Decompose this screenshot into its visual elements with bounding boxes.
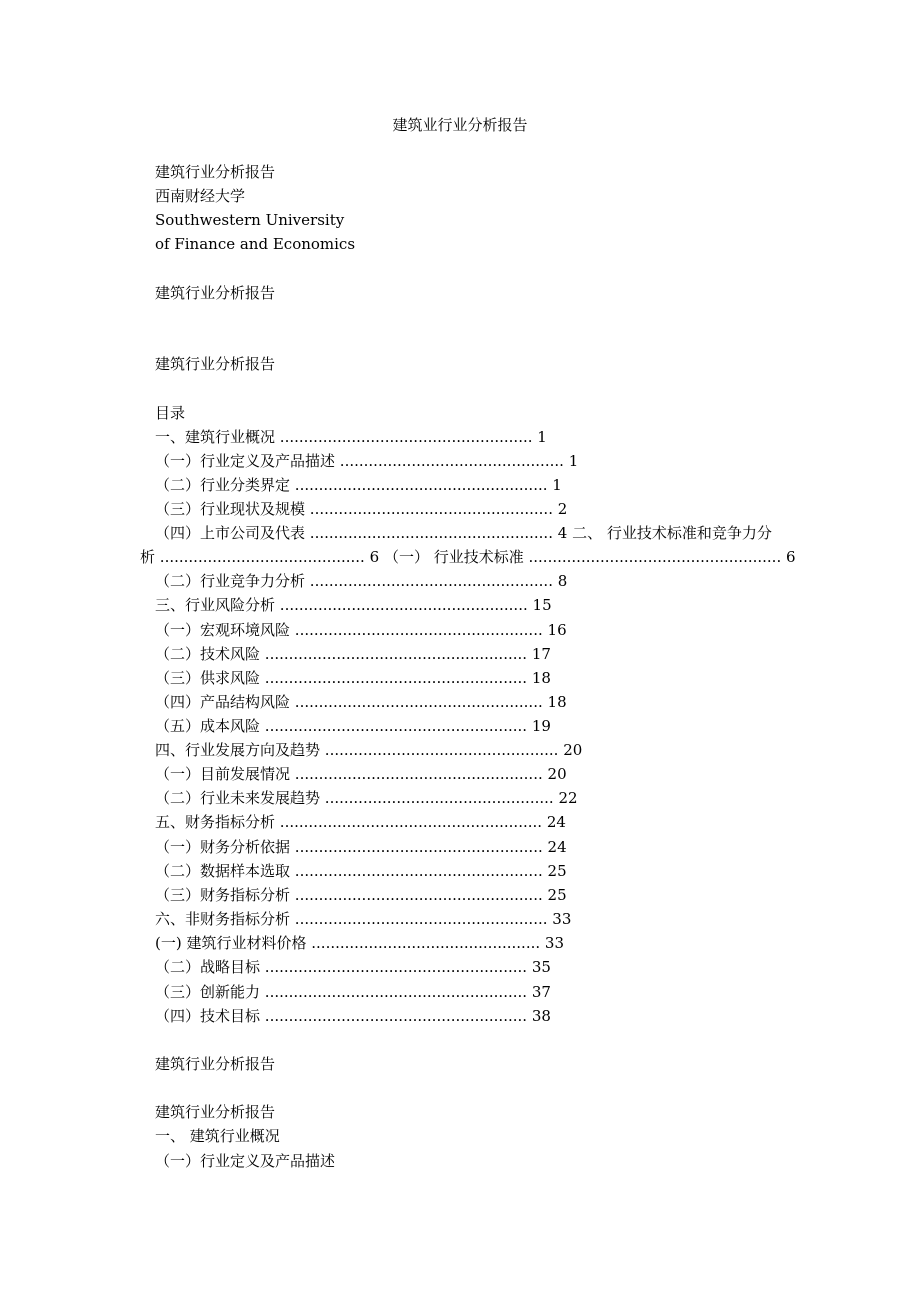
- subsection-heading: （一）行业定义及产品描述: [155, 1152, 336, 1170]
- school-name-en-2: of Finance and Economics: [155, 235, 356, 253]
- toc-entry[interactable]: （二）技术风险 ....................................................... 17: [155, 645, 551, 663]
- toc-entry[interactable]: （三）创新能力 ....................................................... 37: [155, 983, 551, 1001]
- toc-entry[interactable]: （一）宏观环境风险 .................................................... 16: [155, 621, 567, 639]
- toc-entry[interactable]: （一）行业定义及产品描述 ............................................... 1: [155, 452, 579, 470]
- toc-entry[interactable]: （五）成本风险 ....................................................... 19: [155, 717, 551, 735]
- toc-entry[interactable]: 五、财务指标分析 ....................................................... 24: [155, 813, 566, 831]
- section-heading: 一、 建筑行业概况: [155, 1127, 280, 1145]
- cover-repeat2: 建筑行业分析报告: [155, 355, 276, 373]
- cover-repeat1: 建筑行业分析报告: [155, 284, 276, 302]
- toc-entry[interactable]: 四、行业发展方向及趋势 ................................................. 20: [155, 741, 583, 759]
- toc-entry[interactable]: （三）财务指标分析 .................................................... 25: [155, 886, 567, 904]
- toc-entry[interactable]: （三）行业现状及规模 ................................................... 2: [155, 500, 568, 518]
- toc-entry[interactable]: 三、行业风险分析 .................................................... 15: [155, 596, 552, 614]
- toc-entry[interactable]: （二）战略目标 ....................................................... 35: [155, 958, 551, 976]
- toc-entry[interactable]: （四）产品结构风险 .................................................... 18: [155, 693, 567, 711]
- toc-entry[interactable]: （一）财务分析依据 .................................................... 24: [155, 838, 567, 856]
- toc-entry[interactable]: （二）行业竞争力分析 ................................................... 8: [155, 572, 568, 590]
- toc-entry[interactable]: （四）上市公司及代表 ................................................... 4 二、 行业技术标准和竞争力分: [155, 524, 772, 542]
- toc-entry[interactable]: 一、建筑行业概况 ..................................................... 1: [155, 428, 547, 446]
- body-repeat4: 建筑行业分析报告: [155, 1103, 276, 1121]
- doc-title: 建筑业行业分析报告: [392, 116, 528, 134]
- cover-line1: 建筑行业分析报告: [155, 163, 276, 181]
- toc-heading: 目录: [155, 404, 186, 422]
- toc-entry[interactable]: （三）供求风险 ....................................................... 18: [155, 669, 551, 687]
- toc-entry[interactable]: 析 ........................................... 6 （一） 行业技术标准 ..................................................... 6: [140, 548, 796, 566]
- toc-entry[interactable]: （二）行业分类界定 ..................................................... 1: [155, 476, 562, 494]
- toc-entry[interactable]: (一) 建筑行业材料价格 ................................................ 33: [155, 934, 565, 952]
- toc-entry[interactable]: （二）行业未来发展趋势 ................................................ 22: [155, 789, 578, 807]
- toc-entry[interactable]: 六、非财务指标分析 ..................................................... 33: [155, 910, 572, 928]
- school-name-en-1: Southwestern University: [155, 211, 345, 229]
- toc-entry[interactable]: （二）数据样本选取 .................................................... 25: [155, 862, 567, 880]
- school-name-cn: 西南财经大学: [155, 187, 246, 205]
- toc-entry[interactable]: （四）技术目标 ....................................................... 38: [155, 1007, 551, 1025]
- toc-entry[interactable]: （一）目前发展情况 .................................................... 20: [155, 765, 567, 783]
- body-repeat3: 建筑行业分析报告: [155, 1055, 276, 1073]
